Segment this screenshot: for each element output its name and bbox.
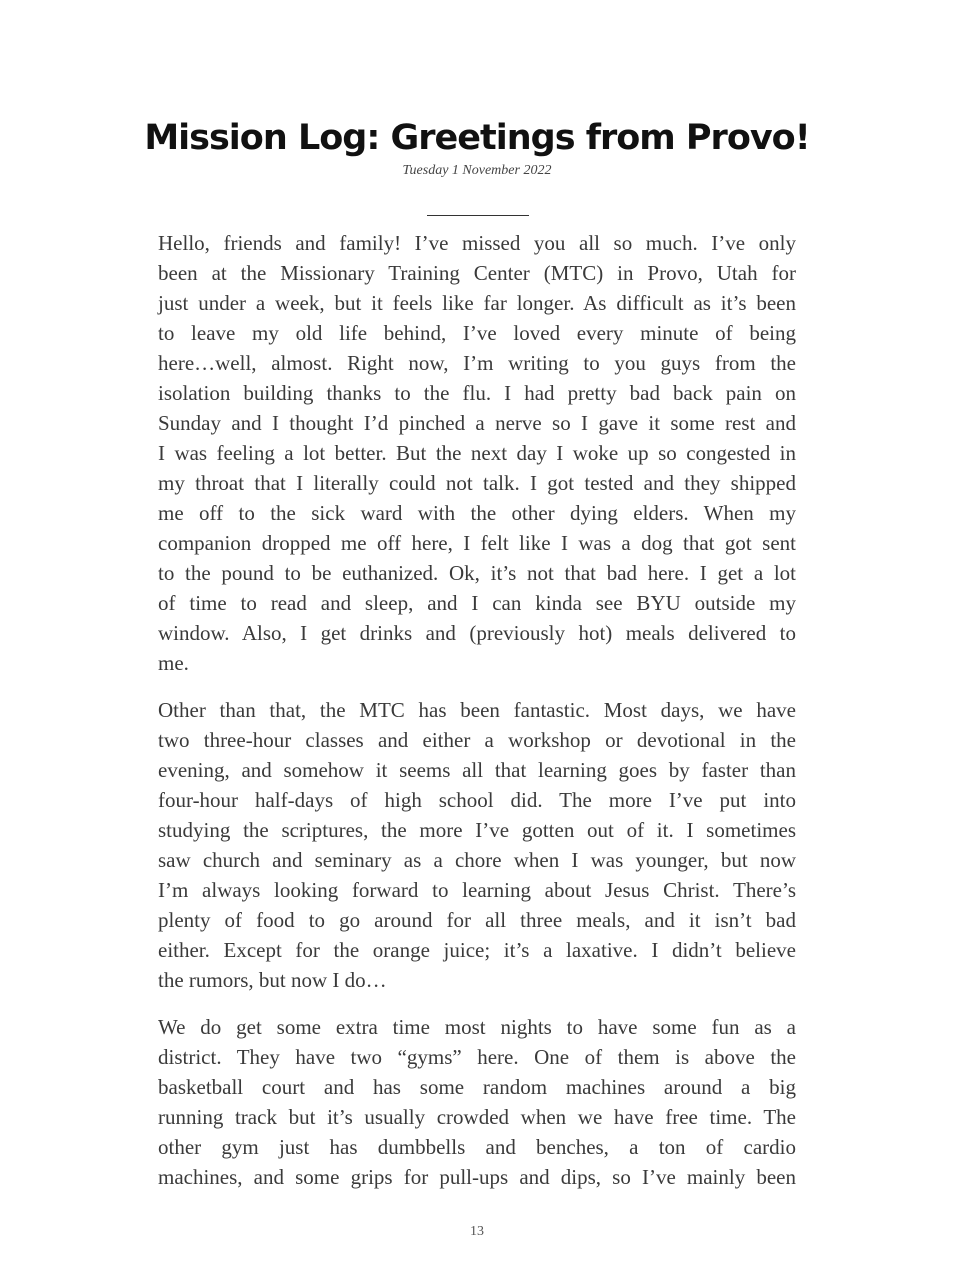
paragraph <box>158 228 796 678</box>
text-line: Other than that, the MTC has been fantastic. Most days, we have <box>158 698 796 722</box>
paragraph <box>158 1012 796 1192</box>
text-line: other gym just has dumbbells and benches, a ton of cardio <box>158 1135 796 1159</box>
text-line: basketball court and has some random machines around a big <box>158 1075 796 1099</box>
text-line: machines, and some grips for pull-ups and dips, so I’ve mainly been <box>158 1165 796 1189</box>
text-line: been at the Missionary Training Center (MTC) in Provo, Utah for <box>158 261 796 285</box>
text-line: studying the scriptures, the more I’ve gotten out of it. I sometimes <box>158 818 796 842</box>
text-line: Hello, friends and family! I’ve missed you all so much. I’ve only <box>158 231 796 255</box>
text-line: I was feeling a lot better. But the next day I woke up so congested in <box>158 441 796 465</box>
text-line: to the pound to be euthanized. Ok, it’s not that bad here. I get a lot <box>158 561 796 585</box>
text-line: isolation building thanks to the flu. I had pretty bad back pain on <box>158 381 796 405</box>
text-line: Sunday and I thought I’d pinched a nerve so I gave it some rest and <box>158 411 796 435</box>
text-line: two three-hour classes and either a workshop or devotional in the <box>158 728 796 752</box>
paragraph <box>158 695 796 995</box>
text-line: my throat that I literally could not talk. I got tested and they shipped <box>158 471 796 495</box>
text-line: me. <box>158 651 189 675</box>
page-number: 13 <box>470 1224 484 1239</box>
text-line: saw church and seminary as a chore when I was younger, but now <box>158 848 796 872</box>
text-line: here…well, almost. Right now, I’m writing to you guys from the <box>158 351 796 375</box>
text-line: to leave my old life behind, I’ve loved every minute of being <box>158 321 796 345</box>
text-line: district. They have two “gyms” here. One of them is above the <box>158 1045 796 1069</box>
text-line: just under a week, but it feels like far longer. As difficult as it’s been <box>158 291 796 315</box>
text-line: window. Also, I get drinks and (previously hot) meals delivered to <box>158 621 796 645</box>
text-line: I’m always looking forward to learning about Jesus Christ. There’s <box>158 878 796 902</box>
article-body <box>158 228 796 1209</box>
text-line: plenty of food to go around for all three meals, and it isn’t bad <box>158 908 796 932</box>
text-line: evening, and somehow it seems all that learning goes by faster than <box>158 758 796 782</box>
text-line: of time to read and sleep, and I can kinda see BYU outside my <box>158 591 796 615</box>
text-line: the rumors, but now I do… <box>158 968 387 992</box>
text-line: four-hour half-days of high school did. The more I’ve put into <box>158 788 796 812</box>
page-title: Mission Log: Greetings from Provo! <box>144 118 810 158</box>
text-line: companion dropped me off here, I felt like I was a dog that got sent <box>158 531 796 555</box>
text-line: We do get some extra time most nights to have some fun as a <box>158 1015 796 1039</box>
text-line: either. Except for the orange juice; it’s a laxative. I didn’t believe <box>158 938 796 962</box>
text-line: running track but it’s usually crowded when we have free time. The <box>158 1105 796 1129</box>
text-line: me off to the sick ward with the other dying elders. When my <box>158 501 796 525</box>
divider <box>427 215 529 216</box>
post-date: Tuesday 1 November 2022 <box>402 163 552 178</box>
